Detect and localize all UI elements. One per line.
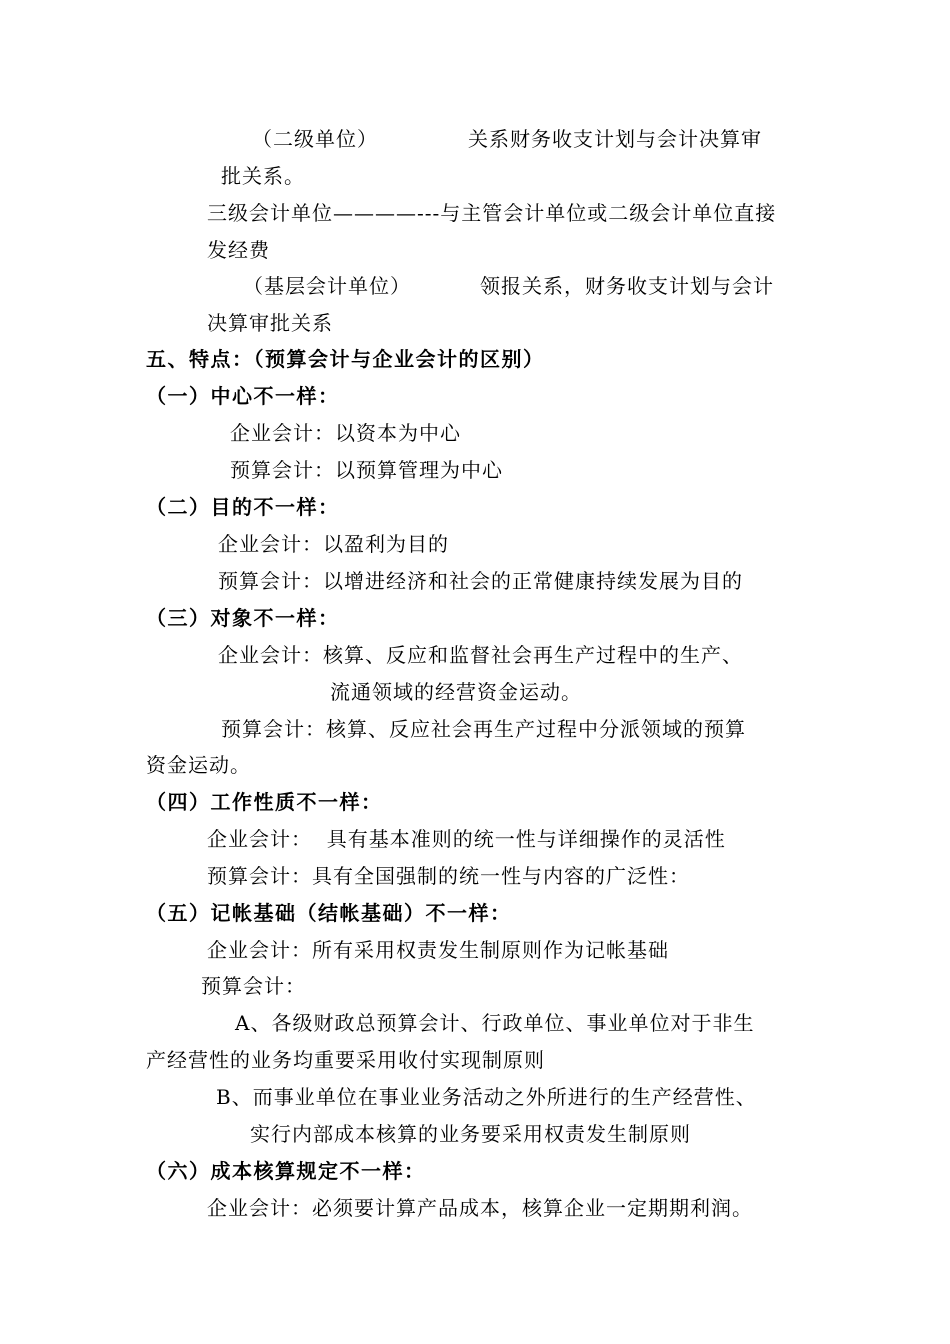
text-line: 企业会计：必须要计算产品成本，核算企业一定期期利润。	[207, 1196, 753, 1220]
text-line: 预算会计：	[201, 974, 306, 998]
subsection-heading: （二）目的不一样：	[146, 495, 340, 519]
text-line: 决算审批关系	[207, 311, 333, 335]
text-line: （基层会计单位）	[243, 274, 411, 298]
text-line: 流通领域的经营资金运动。	[330, 680, 582, 704]
section-heading: 五、特点：（预算会计与企业会计的区别）	[146, 347, 545, 371]
subsection-heading: （五）记帐基础（结帐基础）不一样：	[146, 901, 512, 925]
text-line: 预算会计：核算、反应社会再生产过程中分派领域的预算	[221, 717, 746, 741]
text-line: 企业会计：所有采用权责发生制原则作为记帐基础	[207, 938, 669, 962]
text-line: 企业会计： 具有基本准则的统一性与详细操作的灵活性	[207, 827, 726, 851]
text-line: 企业会计：核算、反应和监督社会再生产过程中的生产、	[218, 643, 743, 667]
text-line: 发经费	[207, 238, 270, 262]
subsection-heading: （一）中心不一样：	[146, 384, 340, 408]
text-line: 三级会计单位————---与主管会计单位或二级会计单位直接	[207, 201, 777, 225]
subsection-heading: （六）成本核算规定不一样：	[146, 1159, 426, 1183]
text-line: 预算会计：以预算管理为中心	[230, 458, 503, 482]
text-line: 资金运动。	[146, 753, 251, 777]
text-line: 实行内部成本核算的业务要采用权责发生制原则	[250, 1122, 691, 1146]
text-line: 领报关系，财务收支计划与会计	[480, 274, 774, 298]
text-line: B、而事业单位在事业业务活动之外所进行的生产经营性、	[216, 1085, 757, 1109]
text-line: （二级单位）	[252, 127, 378, 151]
text-line: 企业会计：以资本为中心	[230, 421, 461, 445]
subsection-heading: （四）工作性质不一样：	[146, 790, 383, 814]
text-line: 企业会计：以盈利为目的	[218, 532, 449, 556]
text-line: 预算会计：具有全国强制的统一性与内容的广泛性：	[207, 864, 690, 888]
text-line: A、各级财政总预算会计、行政单位、事业单位对于非生	[235, 1011, 755, 1035]
text-line: 产经营性的业务均重要采用收付实现制原则	[146, 1048, 545, 1072]
subsection-heading: （三）对象不一样：	[146, 606, 340, 630]
text-line: 预算会计：以增进经济和社会的正常健康持续发展为目的	[218, 569, 743, 593]
text-line: 关系财务收支计划与会计决算审	[468, 127, 762, 151]
text-line: 批关系。	[221, 164, 305, 188]
